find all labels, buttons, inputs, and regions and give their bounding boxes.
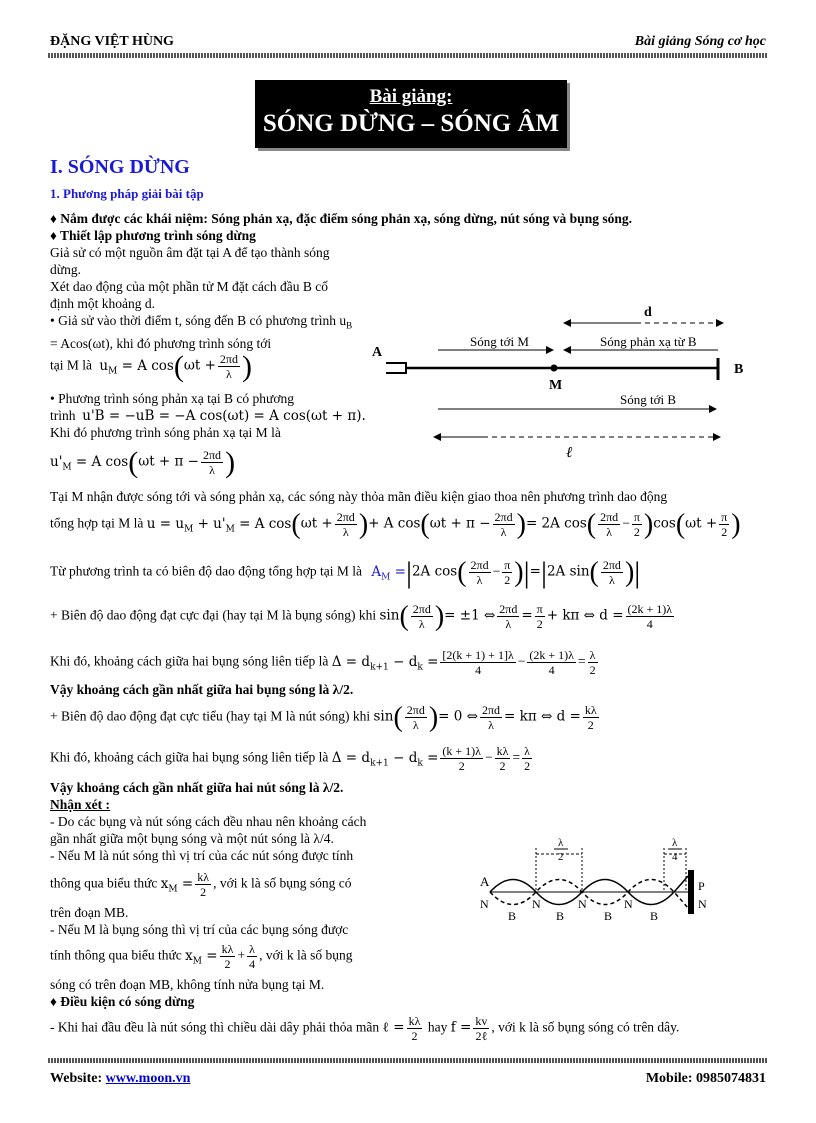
author-name: ĐẶNG VIỆT HÙNG [50, 34, 174, 49]
bullet-condition: ♦ Điều kiện có sóng dừng [50, 994, 195, 1009]
para-wave-at-b: • Giả sử vào thời điểm t, sóng đến B có phương trình $u_B = Acos(\omega t)$, khi đó phương trình sóng tới [50, 313, 353, 351]
title-line2: SÓNG DỪNG – SÓNG ÂM [262, 110, 560, 137]
label-n2: N [532, 897, 541, 911]
footer-rule [48, 1058, 768, 1063]
bullet-concepts: ♦ Nắm được các khái niệm: Sóng phản xạ, đặc điểm sóng phản xạ, sóng dừng, nút sóng và bụng sóng. [50, 211, 632, 226]
eq-reflected-m: $u'_M = A$ cos(ωt + π − $\frac{2\pi d}{\lambda}$ ) [50, 446, 236, 479]
label-lambda-2-den: 2 [558, 851, 564, 863]
title-line1: Bài giảng: [369, 86, 453, 107]
eq-antinode-distance: Khi đó, khoảng cách giữa hai bụng sóng liên tiếp là $\Delta = d_{k+1} - d_k$ = $\frac{[2(k + 1) + 1]\lambda}{4}$ − $\frac{(2k + 1)\lambda}{4}$ = $\frac{\lambda}{2}$ [50, 648, 596, 677]
label-wave-to-m: Sóng tới M [470, 334, 529, 349]
section-subheading: 1. Phương pháp giải bài tập [50, 186, 204, 201]
remark-node-3: trên đoạn MB. [50, 905, 129, 920]
label-lambda-4-den: 4 [672, 851, 678, 863]
para-interference: Tại M nhận được sóng tới và sóng phản xạ, các sóng này thỏa mãn điều kiện giao thoa nên phương trình dao động [50, 489, 668, 504]
label-b4: B [650, 909, 659, 923]
eq-node: + Biên độ dao động đạt cực tiểu (hay tại M là nút sóng) khi sin( $\frac{2\pi d}{\lambda}$ )= 0 ⇔ $\frac{2\pi d}{\lambda}$ = kπ ⇔ d = $\frac{k\lambda}{2}$ [50, 702, 597, 733]
title-box [255, 80, 567, 148]
page-header [50, 34, 766, 50]
para-antinode-conclusion: Vậy khoảng cách gần nhất giữa hai bụng sóng là λ/2. [50, 682, 354, 697]
point-m [551, 365, 558, 372]
remark-antinode-2: tính thông qua biểu thức $x_M$ = $\frac{k\lambda}{2}$ + $\frac{\lambda}{4}$ , với k là số bụng [50, 942, 353, 971]
label-m: M [549, 378, 563, 393]
label-p: P [698, 879, 705, 893]
remark-spacing: - Do các bụng và nút sóng cách đều nhau nên khoảng cách gần nhất giữa một bụng sóng và một nút sóng là λ/4. [50, 814, 367, 846]
eq-amplitude: Từ phương trình ta có biên độ dao động tổng hợp tại M là $A_M =|2A$ cos( $\frac{2\pi d}{\lambda}$ − $\frac{\pi}{2}$ )|=|2A sin( $\frac{2\pi d}{\lambda}$ )| [50, 556, 641, 589]
website-link[interactable]: www.moon.vn [105, 1071, 191, 1086]
bullet-equation: ♦ Thiết lập phương trình sóng dừng [50, 228, 256, 243]
eq-antinode: + Biên độ dao động đạt cực đại (hay tại M là bụng sóng) khi sin( $\frac{2\pi d}{\lambda}$ )= ±1 ⇔ $\frac{2\pi d}{\lambda}$ = $\frac{\pi}{2}$ + kπ ⇔ d = $\frac{(2k + 1)\lambda}{4}$ [50, 601, 673, 632]
wall-p [688, 870, 694, 914]
eq-condition: - Khi hai đầu đều là nút sóng thì chiều dài dây phải thỏa mãn ℓ = $\frac{k\lambda}{2}$ hay f = $\frac{kv}{\text{2ℓ}}$ , với k là số bụng sóng có trên dây. [50, 1014, 680, 1043]
label-b3: B [604, 909, 613, 923]
label-b2: B [556, 909, 565, 923]
label-n-end: N [698, 897, 707, 911]
standing-wave-diagram [470, 832, 720, 927]
para-reflected-eq: trình u'B = −uB = −A cos(ωt) = A cos(ωt + π). [50, 408, 366, 424]
header-rule [48, 53, 768, 58]
label-lambda-2-num: λ [558, 837, 564, 849]
website: Website: www.moon.vn [50, 1071, 191, 1086]
label-a: A [372, 345, 383, 360]
label-ell: ℓ [566, 445, 573, 461]
label-reflect-b: Sóng phản xạ từ B [600, 334, 697, 349]
source-a [386, 363, 406, 373]
label-lambda-4-num: λ [672, 837, 678, 849]
remark-node-1: - Nếu M là nút sóng thì vị trí của các nút sóng được tính [50, 848, 354, 863]
mobile: Mobile: 0985074831 [645, 1071, 766, 1086]
para-reflected-b: • Phương trình sóng phản xạ tại B có phương [50, 391, 294, 406]
label-n4: N [624, 897, 633, 911]
label-b1: B [508, 909, 517, 923]
label-n1: N [480, 897, 489, 911]
section-heading: I. SÓNG DỪNG [50, 156, 190, 178]
label-wave-to-b: Sóng tới B [620, 392, 676, 407]
label-d: d [644, 305, 652, 320]
remark-antinode-3: sóng có trên đoạn MB, không tính nửa bụng tại M. [50, 977, 325, 992]
label-a2: A [480, 874, 490, 889]
para-reflected-m: Khi đó phương trình sóng phản xạ tại M là [50, 425, 281, 440]
eq-node-distance: Khi đó, khoảng cách giữa hai bụng sóng liên tiếp là $\Delta = d_{k+1} - d_k$ = $\frac{(k + 1)\lambda}{2}$ − $\frac{k\lambda}{2}$ = $\frac{\lambda}{2}$ [50, 744, 531, 773]
para-incident-m: tại M là $u_M = A$ cos(ωt + $\frac{2\pi d}{\lambda}$ ) [50, 350, 252, 383]
wave-diagram [368, 300, 768, 465]
para-node-conclusion: Vậy khoảng cách gần nhất giữa hai nút sóng là λ/2. [50, 780, 344, 795]
course-name: Bài giảng Sóng cơ học [634, 34, 766, 49]
para-element-m: Xét dao động của một phần tử M đặt cách đầu B cố định một khoảng d. [50, 279, 328, 311]
wave-upper [490, 876, 688, 905]
label-n3: N [578, 897, 587, 911]
para-source: Giả sử có một nguồn âm đặt tại A để tạo thành sóng dừng. [50, 245, 330, 277]
eq-superposition: tổng hợp tại M là $u = u_M + u'_M = A$ cos(ωt + $\frac{2\pi d}{\lambda}$ )+ A cos(ωt + π − $\frac{2\pi d}{\lambda}$ )= 2A cos( $\frac{2\pi d}{\lambda}$ − $\frac{\pi}{2}$ )cos(ωt + $\frac{\pi}{2}$ ) [50, 509, 741, 540]
label-b: B [734, 362, 744, 377]
remark-node-2: thông qua biểu thức $x_M$ = $\frac{k\lambda}{2}$ , với k là số bụng sóng có [50, 870, 352, 899]
page-footer [50, 1071, 766, 1087]
remark-antinode-1: - Nếu M là bụng sóng thì vị trí của các bụng sóng được [50, 922, 349, 937]
remark-heading: Nhận xét : [50, 797, 110, 812]
